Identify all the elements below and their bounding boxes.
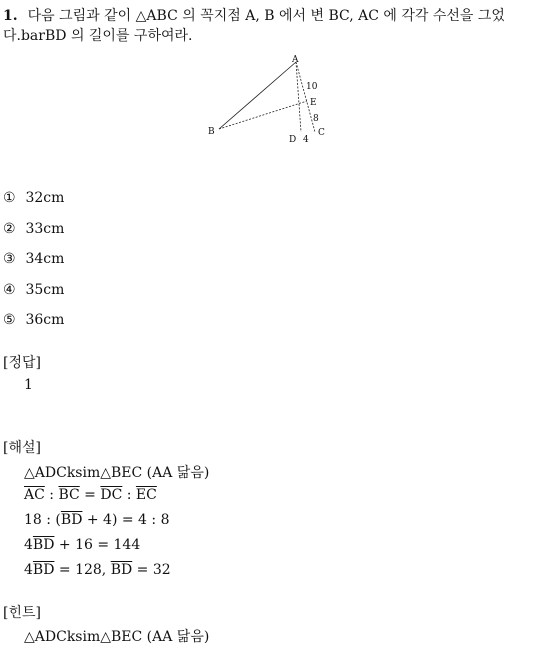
choice-mark: ⑤: [3, 312, 16, 328]
triangle-figure: [205, 52, 335, 148]
choice-5[interactable]: [3, 312, 64, 328]
solution-heading: [해설]: [3, 440, 41, 456]
perp-be: [219, 101, 307, 129]
choice-mark: ④: [3, 282, 16, 298]
label-b: B: [208, 127, 215, 137]
choice-mark: ②: [3, 221, 16, 237]
solution-line-5: $4\overline{BD} = 128$, $\overline{BD} = 32$: [24, 562, 171, 578]
length-ae: 10: [306, 82, 318, 92]
choice-2[interactable]: [3, 221, 64, 237]
triangle-diagram: [205, 52, 335, 144]
choice-3[interactable]: [3, 251, 64, 267]
choice-text: 33cm: [25, 221, 65, 237]
answer-value: 1: [24, 377, 33, 393]
choice-mark: ①: [3, 190, 16, 206]
choice-text: 34cm: [25, 251, 65, 267]
solution-line-3: 18 : $(\overline{BD} + 4) = 4$ : 8: [24, 512, 170, 528]
solution-line-4: $4\overline{BD} + 16 = 144$: [24, 537, 141, 553]
label-d: D: [289, 135, 297, 144]
choice-text: 32cm: [25, 190, 65, 206]
label-a: A: [292, 55, 299, 65]
choice-text: 35cm: [25, 282, 65, 298]
solution-line-1: △ADCksim△BEC (AA 닮음): [24, 465, 210, 481]
choice-4[interactable]: [3, 282, 64, 298]
choice-text: 36cm: [25, 312, 65, 328]
answer-heading: [정답]: [3, 355, 41, 371]
label-c: C: [318, 128, 325, 138]
label-e: E: [310, 98, 317, 108]
length-dc: 4: [303, 135, 309, 144]
question: [3, 6, 531, 46]
hint-heading: [힌트]: [3, 605, 41, 621]
solution-line-2: $\overline{AC}$ : $\overline{BC} = \overline{DC}$ : $\overline{EC}$: [24, 487, 157, 503]
choice-1[interactable]: [3, 190, 64, 206]
length-ec: 8: [313, 114, 319, 124]
hint-line-1: △ADCksim△BEC (AA 닮음): [24, 629, 210, 645]
choice-mark: ③: [3, 251, 16, 267]
question-number: 1.: [3, 8, 18, 24]
side-ab: [219, 62, 296, 129]
question-text: 다음 그림과 같이 △ABC 의 꼭지점 A, B 에서 변 BC, AC 에 각각 수선을 그었다.barBD 의 길이를 구하여라.: [3, 8, 505, 44]
